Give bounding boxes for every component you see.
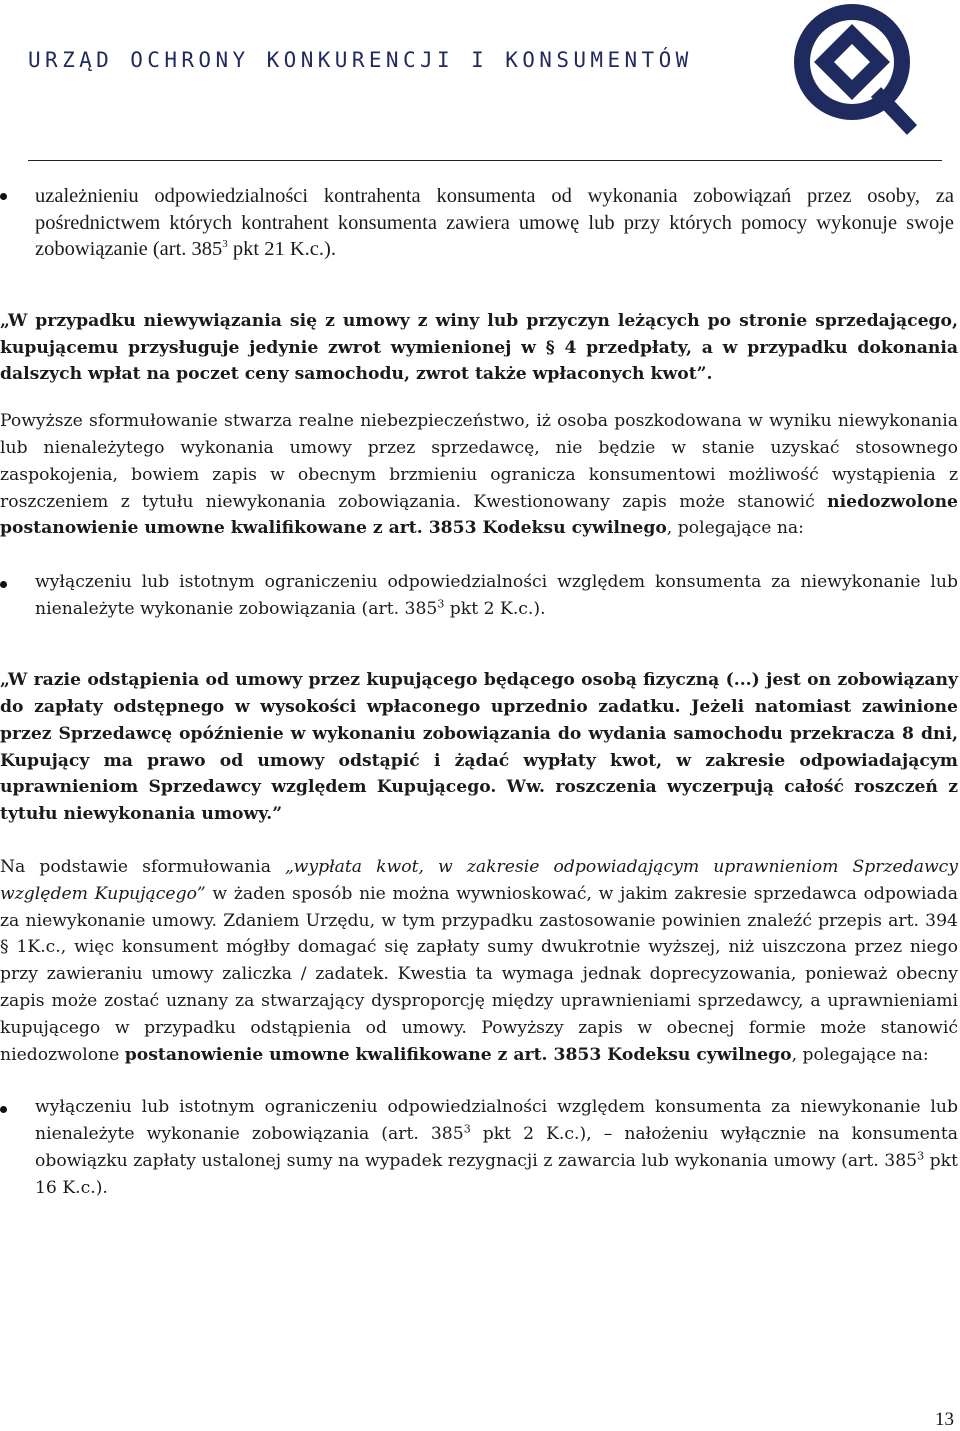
page-number: 13 xyxy=(935,1409,954,1430)
header-divider xyxy=(28,160,942,161)
document-body xyxy=(0,183,960,1202)
quoted-clause: „W razie odstąpienia od umowy przez kupującego będącego osobą fizyczną (...) jest on zobowiązany do zapłaty odstępnego w wysokości wpłaconego uprzednio zadatku. Jeżeli natomiast zawinione przez Sprzedawcę opóźnienie w wykonaniu zobowiązania do wydania samochodu przekracza 8 dni, Kupujący ma prawo od umowy odstąpić i żądać wypłaty kwot, w zakresie odpowiadającym uprawnieniom Sprzedawcy względem Kupującego. Ww. roszczenia wyczerpują całość roszczeń z tytułu niewykonania umowy.” xyxy=(0,670,958,825)
bullet-text: uzależnieniu odpowiedzialności kontrahenta konsumenta od wykonania zobowiązań przez osoby, za pośrednictwem których kontrahent konsumenta zawiera umowę lub przy których pomocy wykonuje swoje zobowiązanie (art. $385^3$ pkt 21 K.c.). xyxy=(35,185,954,261)
paragraph: Na podstawie sformułowania „wypłata kwot, w zakresie odpowiadającym uprawnieniom Sprzedawcy względem Kupującego” w żaden sposób nie można wywnioskować, w jakim zakresie sprzedawca odpowiada za niewykonanie umowy. Zdaniem Urzędu, w tym przypadku zastosowanie powinien znaleźć przepis art. 394 § 1K.c., więc konsument mógłby domagać się zapłaty sumy dwukrotnie wyższej, niż uiszczona przez niego przy zawieraniu umowy zaliczka / zadatek. Kwestia ta wymaga jednak doprecyzowania, ponieważ obecny zapis może zostać uznany za stwarzający dysproporcję między uprawnieniami sprzedawcy, a uprawnieniami kupującego w przypadku odstąpienia od umowy. Powyższy zapis w obecnej formie może stanowić niedozwolone postanowienie umowne kwalifikowane z art. 3853 Kodeksu cywilnego, polegające na: xyxy=(0,856,958,1065)
quoted-clause: „W przypadku niewywiązania się z umowy z winy lub przyczyn leżących po stronie sprzedającego, kupującemu przysługuje jedynie zwrot wymienionej w § 4 przedpłaty, a w przypadku dokonania dalszych wpłat na poczet ceny samochodu, zwrot także wpłaconych kwot”. xyxy=(0,310,958,385)
bullet-icon xyxy=(0,193,7,200)
list-item xyxy=(0,1094,960,1202)
paragraph: Powyższe sformułowanie stwarza realne niebezpieczeństwo, iż osoba poszkodowana w wyniku niewykonania lub nienależytego wykonania umowy przez sprzedawcę, nie będzie w stanie uzyskać stosownego zaspokojenia, bowiem zapis w obecnym brzmieniu ogranicza konsumentowi możliwość wystąpienia z roszczeniem z tytułu niewykonania zobowiązania. Kwestionowany zapis może stanowić niedozwolone postanowienie umowne kwalifikowane z art. 3853 Kodeksu cywilnego, polegające na: xyxy=(0,411,958,539)
list-item xyxy=(0,569,960,623)
bullet-icon xyxy=(0,581,7,588)
bullet-icon xyxy=(0,1106,7,1113)
bullet-text: wyłączeniu lub istotnym ograniczeniu odpowiedzialności względem konsumenta za niewykonanie lub nienależyte wykonanie zobowiązania (art. $385^3$ pkt 2 K.c.), – nałożeniu wyłącznie na konsumenta obowiązku zapłaty ustalonej sumy na wypadek rezygnacji z zawarcia lub wykonania umowy (art. $385^3$ pkt 16 K.c.). xyxy=(35,1097,958,1199)
list-item xyxy=(0,183,960,263)
bullet-text: wyłączeniu lub istotnym ograniczeniu odpowiedzialności względem konsumenta za niewykonanie lub nienależyte wykonanie zobowiązania (art. $385^3$ pkt 2 K.c.). xyxy=(35,572,958,620)
uokik-logo-icon xyxy=(784,0,920,136)
office-name: URZĄD OCHRONY KONKURENCJI I KONSUMENTÓW xyxy=(28,48,693,72)
